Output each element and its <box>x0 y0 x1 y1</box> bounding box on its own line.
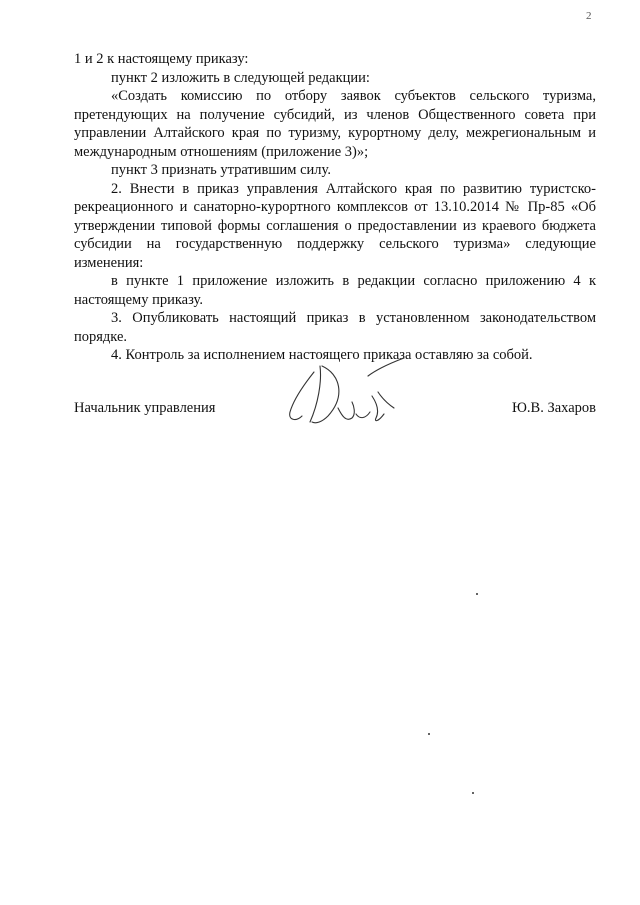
paragraph-item-2-detail: в пункте 1 приложение изложить в редакции согласно приложению 4 к настоящему приказу. <box>74 273 596 308</box>
signature-title: Начальник управления <box>74 400 216 416</box>
scan-speck <box>476 593 478 595</box>
handwritten-signature <box>276 352 416 432</box>
signature-name: Ю.В. Захаров <box>512 400 596 416</box>
document-body <box>74 50 596 365</box>
paragraph-point3: пункт 3 признать утратившим силу. <box>111 162 331 178</box>
paragraph-point2-intro: пункт 2 изложить в следующей редакции: <box>111 69 370 86</box>
paragraph-item-2: 2. Внести в приказ управления Алтайского края по развитию туристско-рекреационного и санаторно-курортного комплексов от 13.10.2014 № Пр-85 «Об утверждении типовой формы соглашения о предоставлении из краевого бюджета субсидии на государственную поддержку сельского туризма» следующие изменения: <box>74 180 596 271</box>
page-number: 2 <box>586 10 592 22</box>
scan-speck <box>472 792 474 794</box>
paragraph-continuation: 1 и 2 к настоящему приказу: <box>74 51 249 67</box>
paragraph-point2-text: «Создать комиссию по отбору заявок субъектов сельского туризма, претендующих на получение субсидий, из членов Общественного совета при управлении Алтайского края по туризму, курортному делу, межрегиональным и международным отношениям (приложение 3)»; <box>74 88 596 160</box>
paragraph-item-3: 3. Опубликовать настоящий приказ в установленном законодательством порядке. <box>74 310 596 345</box>
scan-speck <box>428 733 430 735</box>
paragraph-item-4: 4. Контроль за исполнением настоящего приказа оставляю за собой. <box>111 347 533 363</box>
